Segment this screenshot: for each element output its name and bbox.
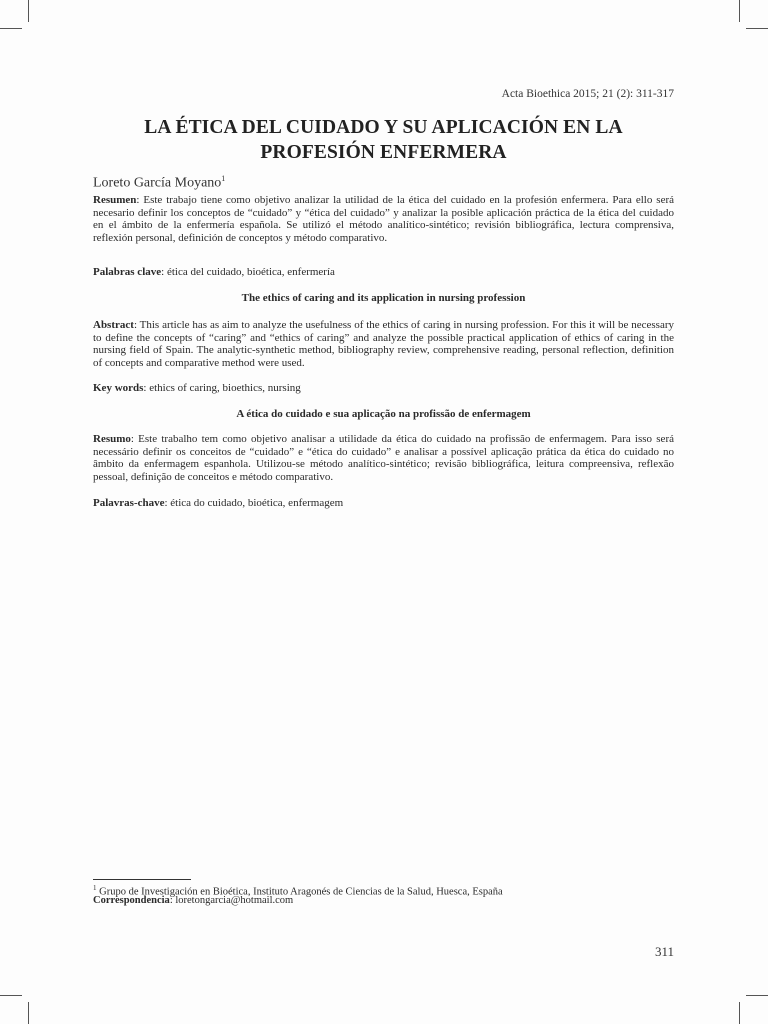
- footnote-correspondence: [93, 895, 674, 908]
- correspondence-label: Correspondencia: [93, 895, 170, 906]
- key-words-label: Key words: [93, 382, 144, 394]
- resumo-label: Resumo: [93, 433, 131, 445]
- key-words: Key words: ethics of caring, bioethics, nursing: [93, 382, 301, 394]
- english-title: The ethics of caring and its application in nursing profession: [241, 292, 526, 304]
- abstract-label: Abstract: [93, 319, 134, 331]
- crop-mark: [739, 0, 740, 22]
- resumen-paragraph: Resumen: Este trabajo tiene como objetivo analizar la utilidad de la ética del cuidado en la profesión enfermera. Para ello será necesario definir los conceptos de “cuidado” y “ética del cuidado” y analizar la posible aplicación práctica de la ética del cuidado en el ámbito de la enfermería española. Se utilizó el método analítico-sintético; revisión bibliográfica, lectura comprensiva, reflexión personal, definición de conceptos y método comparativo.: [93, 194, 674, 244]
- palavras-chave-label: Palavras-chave: [93, 497, 165, 509]
- journal-reference: Acta Bioethica 2015; 21 (2): 311-317: [501, 88, 674, 100]
- palavras-chave: Palavras-chave: ética do cuidado, bioética, enfermagem: [93, 497, 344, 509]
- article-title: [93, 115, 674, 165]
- portuguese-title: A ética do cuidado e sua aplicação na profissão de enfermagem: [236, 408, 531, 420]
- crop-mark: [28, 0, 29, 22]
- title-line-2: PROFESIÓN ENFERMERA: [260, 142, 507, 163]
- palabras-clave-label: Palabras clave: [93, 266, 162, 278]
- page-number: 311: [654, 944, 674, 959]
- resumo-paragraph: Resumo: Este trabalho tem como objetivo analisar a utilidade da ética do cuidado na profissão de enfermagem. Para isso será necessário definir os conceitos de “cuidado” e “ética do cuidado” e analisar a possível aplicação prática da ética do cuidado no âmbito da enfermagem espanhola. Utilizou-se método analítico-sintético; revisão bibliográfica, leitura compreensiva, reflexão pessoal, definição de conceitos e método comparativo.: [93, 433, 674, 483]
- correspondence-email: : loretongarcia@hotmail.com: [169, 895, 294, 906]
- author-name: Loreto García Moyano$^1$: [93, 174, 226, 191]
- crop-mark: [746, 28, 768, 29]
- crop-mark: [0, 28, 22, 29]
- crop-mark: [0, 995, 22, 996]
- palabras-clave: Palabras clave: ética del cuidado, bioética, enfermería: [93, 266, 335, 278]
- crop-mark: [746, 995, 768, 996]
- crop-mark: [739, 1002, 740, 1024]
- resumen-label: Resumen: [93, 194, 137, 206]
- crop-mark: [28, 1002, 29, 1024]
- footnote-rule: [93, 879, 191, 880]
- abstract-paragraph: Abstract: This article has as aim to analyze the usefulness of the ethics of caring in nursing profession. For this it will be necessary to define the concepts of “caring” and “ethics of caring” and analyze the possible practical application of ethics of caring in the nursing field of Spain. The analytic-synthetic method, bibliography review, comprehensive reading, personal reflection, definition of concepts and comparative method were used.: [93, 319, 674, 369]
- author-affiliation-marker: 1: [221, 174, 226, 183]
- footnote-affiliation: $^1$ Grupo de Investigación en Bioética, Instituto Aragonés de Ciencias de la Salud, Huesca, España: [93, 884, 503, 898]
- title-line-1: LA ÉTICA DEL CUIDADO Y SU APLICACIÓN EN LA: [144, 117, 623, 138]
